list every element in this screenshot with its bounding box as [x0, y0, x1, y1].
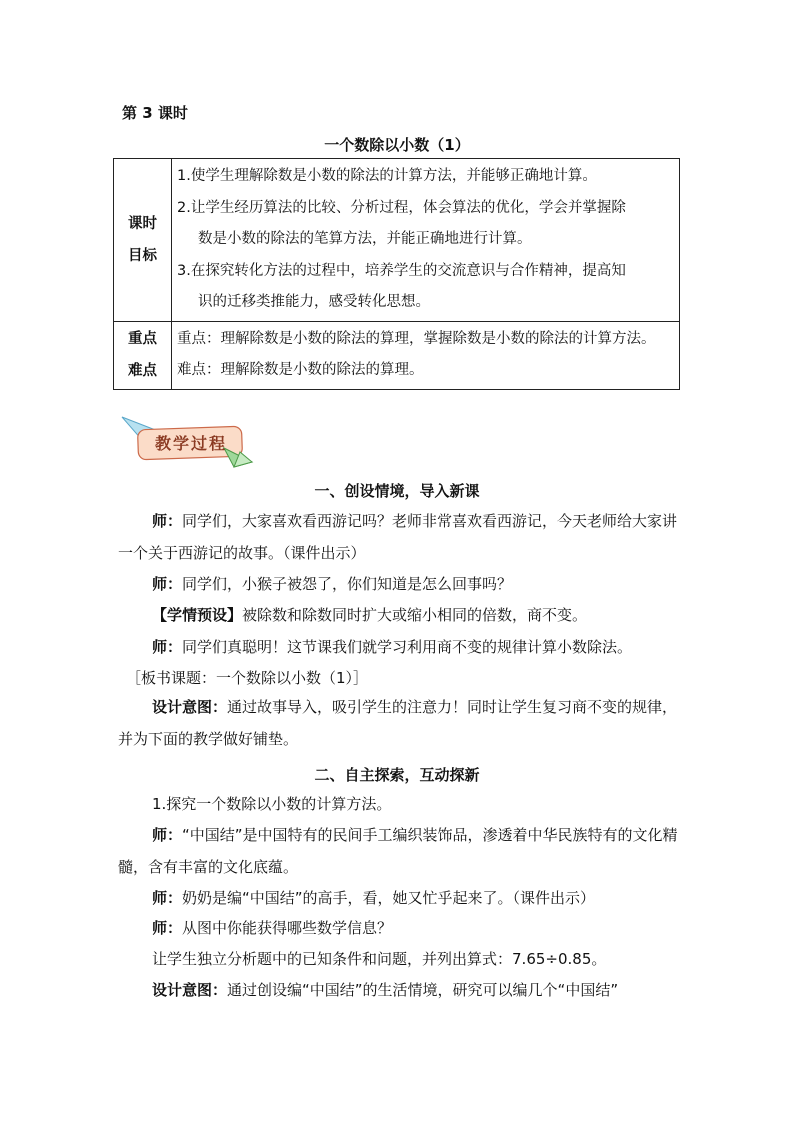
goals-content-cell	[172, 159, 680, 322]
paragraph	[118, 975, 678, 1007]
goal-line: 1.使学生理解除数是小数的除法的计算方法，并能够正确地计算。	[177, 168, 597, 184]
paragraph-text: 奶奶是编“中国结”的高手，看，她又忙乎起来了。（课件出示）	[182, 889, 596, 907]
keypoint-important: 重点：理解除数是小数的除法的算理，掌握除数是小数的除法的计算方法。	[177, 330, 656, 347]
paragraph	[118, 692, 678, 755]
lesson-goals-table	[113, 158, 680, 390]
speaker-label: 师：	[152, 919, 183, 937]
speaker-label: 师：	[152, 889, 183, 907]
paragraph	[118, 913, 678, 945]
goals-label-cell	[114, 159, 172, 322]
paragraph-text: 同学们真聪明！这节课我们就学习利用商不变的规律计算小数除法。	[182, 638, 633, 656]
paragraph	[118, 883, 678, 915]
keypoints-row	[114, 321, 680, 389]
paragraph	[118, 506, 678, 569]
goal-line: 3.在探究转化方法的过程中，培养学生的交流意识与合作精神，提高知	[177, 262, 626, 279]
design-intent-label: 设计意图：	[152, 698, 228, 716]
paragraph-text: 通过故事导入，吸引学生的注意力！同时让学生复习商不变的规律，并为下面的教学做好铺垫。	[118, 698, 678, 748]
paragraph: 1.探究一个数除以小数的计算方法。	[152, 795, 392, 813]
keypoints-label: 重点 难点	[128, 331, 157, 379]
paragraph-text: 同学们，小猴子被怨了，你们知道是怎么回事吗？	[182, 575, 513, 593]
section-title-1: 一、创设情境，导入新课	[314, 482, 480, 500]
blackboard-title: ［板书课题：一个数除以小数（1）］	[126, 669, 369, 687]
speaker-label: 师：	[152, 826, 183, 844]
section-title-2: 二、自主探索，互动探新	[314, 766, 480, 784]
goal-line: 识的迁移类推能力，感受转化思想。	[198, 294, 430, 310]
badge-text: 教学过程	[154, 434, 227, 453]
paragraph	[118, 820, 678, 883]
keypoints-label-cell	[114, 321, 172, 389]
lesson-number: 第 3 课时	[122, 104, 188, 122]
paragraph-text: 同学们，大家喜欢看西游记吗？老师非常喜欢看西游记，今天老师给大家讲一个关于西游记的故事。（课件出示）	[118, 512, 678, 562]
speaker-label: 师：	[152, 638, 183, 656]
paragraph	[118, 600, 678, 632]
speaker-label: 师：	[152, 575, 183, 593]
speaker-label: 师：	[152, 512, 183, 530]
goals-row	[114, 159, 680, 322]
paragraph-text: 通过创设编“中国结”的生活情境，研究可以编几个“中国结”	[227, 981, 619, 999]
paragraph-text: “中国结”是中国特有的民间手工编织装饰品，渗透着中华民族特有的文化精髓，含有丰富的文化底蕴。	[118, 826, 678, 876]
paragraph-text: 从图中你能获得哪些数学信息？	[182, 919, 393, 937]
goals-label: 课时 目标	[128, 215, 157, 264]
teaching-process-badge	[120, 414, 260, 470]
paragraph: 让学生独立分析题中的已知条件和问题，并列出算式：7.65÷0.85。	[152, 950, 607, 968]
document-title: 一个数除以小数（1）	[324, 136, 470, 154]
design-intent-label: 设计意图：	[152, 981, 228, 999]
keypoint-difficult: 难点：理解除数是小数的除法的算理。	[177, 362, 424, 378]
paragraph	[118, 632, 678, 664]
goal-line: 2.让学生经历算法的比较、分析过程，体会算法的优化，学会并掌握除	[177, 199, 626, 216]
paragraph-text: 被除数和除数同时扩大或缩小相同的倍数，商不变。	[242, 606, 588, 624]
preset-label: 【学情预设】	[152, 606, 243, 624]
paragraph	[118, 569, 678, 601]
keypoints-content-cell	[172, 321, 680, 389]
goal-line: 数是小数的除法的笔算方法，并能正确地进行计算。	[198, 231, 532, 247]
